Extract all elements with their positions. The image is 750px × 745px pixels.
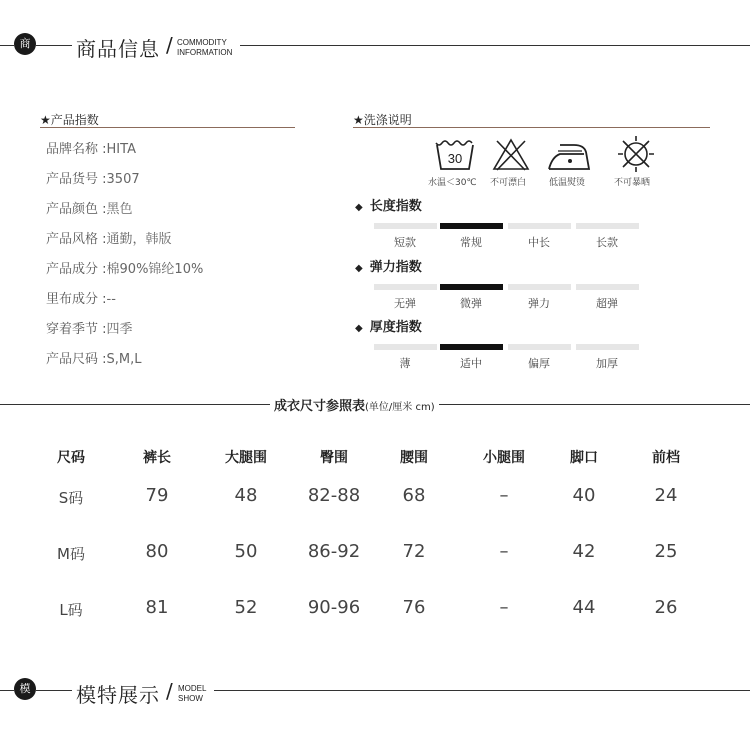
- top-header-slash: /: [166, 33, 173, 57]
- size-table-cell: 79: [145, 485, 169, 506]
- size-table-cell: 76: [402, 597, 426, 618]
- index-bar: [576, 344, 639, 350]
- product-info-value: 四季: [106, 322, 133, 337]
- index-bar: [440, 223, 503, 229]
- top-header-line-right: [240, 45, 750, 46]
- size-table-title: 成衣尺寸参照表: [274, 399, 366, 414]
- wash-label-sun: 不可暴晒: [614, 178, 651, 188]
- no-bleach-icon: [491, 137, 531, 173]
- index-bar: [440, 344, 503, 350]
- wash-30-icon: [434, 137, 476, 173]
- index-bar: [374, 344, 437, 350]
- size-table-cell: 42: [572, 541, 596, 562]
- index-option-label: 弹力: [528, 297, 550, 310]
- product-info-row: [46, 138, 136, 157]
- index-bar: [508, 284, 571, 290]
- product-info-label: 产品尺码: [46, 352, 99, 367]
- product-info-row: [46, 228, 172, 247]
- size-table-header: 腰围: [400, 450, 428, 466]
- index-option-label: 常规: [460, 236, 482, 249]
- bottom-header-badge: 模: [14, 678, 36, 700]
- product-info-colon: :: [98, 142, 107, 157]
- bottom-header-line-right: [214, 690, 750, 691]
- bottom-header-line-mid: [36, 690, 72, 691]
- index-option-label: 短款: [394, 236, 416, 249]
- size-table-cell: 68: [402, 485, 426, 506]
- size-table-cell: L码: [59, 601, 83, 619]
- index-title-text: 长度指数: [369, 199, 422, 214]
- wash-heading: ★洗涤说明: [353, 113, 412, 127]
- low-iron-icon: [546, 140, 592, 172]
- top-header-en-line2: INFORMATION: [177, 48, 233, 57]
- size-table-cell: S码: [58, 489, 84, 507]
- index-title-text: 弹力指数: [369, 260, 422, 275]
- size-table-cell: 82-88: [307, 485, 361, 506]
- product-info-colon: :: [98, 322, 107, 337]
- size-table-cell: 48: [234, 485, 258, 506]
- bottom-header-title: 模特展示: [76, 683, 160, 707]
- bottom-header-line-left: [0, 690, 14, 691]
- product-info-row: [46, 318, 133, 337]
- product-info-value: S,M,L: [106, 352, 142, 367]
- size-table-cell: 52: [234, 597, 258, 618]
- top-header-badge: 商: [14, 33, 36, 55]
- size-table-cell: –: [499, 485, 509, 506]
- size-table-header: 小腿围: [483, 450, 525, 466]
- size-table-cell: 24: [654, 485, 678, 506]
- product-info-label: 产品成分: [46, 262, 99, 277]
- bottom-header-slash: /: [166, 679, 173, 703]
- size-table-header: 裤长: [143, 450, 171, 466]
- size-table-cell: 81: [145, 597, 169, 618]
- top-header-line-left: [0, 45, 14, 46]
- no-sun-icon: [614, 134, 658, 174]
- index-option-label: 适中: [460, 357, 482, 370]
- diamond-bullet-icon: ◆: [355, 323, 363, 334]
- size-table-cell: 25: [654, 541, 678, 562]
- product-index-rule: [40, 127, 295, 128]
- size-table-unit: (单位/厘米 cm): [365, 402, 435, 413]
- index-option-label: 中长: [528, 236, 550, 249]
- bottom-header-en-line2: SHOW: [178, 694, 203, 703]
- index-bar: [440, 284, 503, 290]
- index-option-label: 超弹: [596, 297, 618, 310]
- product-info-row: [46, 258, 203, 277]
- product-index-heading: ★产品指数: [40, 113, 99, 127]
- size-table-cell: –: [499, 597, 509, 618]
- product-info-colon: :: [98, 232, 107, 247]
- index-option-label: 长款: [596, 236, 618, 249]
- wash-label-bleach: 不可漂白: [490, 178, 527, 188]
- size-table-cell: 44: [572, 597, 596, 618]
- size-table-cell: 80: [145, 541, 169, 562]
- product-info-row: [46, 168, 140, 187]
- size-table-header: 尺码: [57, 450, 85, 466]
- product-info-label: 产品货号: [46, 172, 99, 187]
- size-table-header: 前档: [652, 450, 680, 466]
- size-table-cell: 50: [234, 541, 258, 562]
- product-info-colon: :: [98, 352, 107, 367]
- index-option-label: 加厚: [596, 357, 618, 370]
- product-info-label: 产品风格: [46, 232, 99, 247]
- product-info-value: 棉90%锦纶10%: [106, 262, 204, 277]
- top-header-line-mid: [36, 45, 72, 46]
- top-header-en-line1: COMMODITY: [177, 38, 227, 47]
- size-table-cell: 86-92: [307, 541, 361, 562]
- size-table-cell: M码: [57, 545, 85, 563]
- index-bar: [374, 223, 437, 229]
- index-bar: [576, 223, 639, 229]
- index-title-text: 厚度指数: [369, 320, 422, 335]
- product-info-row: [46, 288, 116, 307]
- wash-temp-number: 30: [447, 151, 463, 166]
- wash-label-temp: 水温＜30℃: [428, 178, 477, 188]
- product-info-value: 通勤，韩版: [106, 232, 172, 247]
- product-info-label: 产品颜色: [46, 202, 99, 217]
- index-option-label: 偏厚: [528, 357, 550, 370]
- index-bar: [576, 284, 639, 290]
- index-title: [355, 316, 422, 335]
- top-header-title: 商品信息: [76, 37, 160, 61]
- product-info-row: [46, 348, 142, 367]
- wash-label-iron: 低温熨烫: [549, 178, 586, 188]
- size-table-header: 大腿围: [225, 450, 267, 466]
- index-title: [355, 195, 422, 214]
- size-table-cell: 72: [402, 541, 426, 562]
- index-bar: [508, 223, 571, 229]
- product-info-label: 里布成分: [46, 292, 99, 307]
- size-table-header: 脚口: [570, 450, 598, 466]
- product-info-colon: :: [98, 202, 107, 217]
- wash-rule: [353, 127, 710, 128]
- size-table-header: 臀围: [320, 450, 348, 466]
- size-table-cell: 90-96: [307, 597, 361, 618]
- product-info-row: [46, 198, 133, 217]
- index-bar: [374, 284, 437, 290]
- product-info-label: 穿着季节: [46, 322, 99, 337]
- size-table-cell: 40: [572, 485, 596, 506]
- index-option-label: 无弹: [394, 297, 416, 310]
- product-info-value: 3507: [106, 172, 140, 187]
- product-info-label: 品牌名称: [46, 142, 99, 157]
- product-info-value: 黑色: [106, 202, 133, 217]
- index-option-label: 微弹: [460, 297, 482, 310]
- size-table-cell: –: [499, 541, 509, 562]
- index-bar: [508, 344, 571, 350]
- product-info-value: --: [106, 292, 116, 307]
- product-info-colon: :: [98, 172, 107, 187]
- diamond-bullet-icon: ◆: [355, 202, 363, 213]
- product-info-colon: :: [98, 262, 107, 277]
- index-option-label: 薄: [399, 357, 411, 370]
- bottom-header-en-line1: MODEL: [178, 684, 207, 693]
- product-info-value: HITA: [106, 142, 136, 157]
- product-info-colon: :: [98, 292, 107, 307]
- size-table-cell: 26: [654, 597, 678, 618]
- size-table-title-wrap: [270, 395, 439, 414]
- diamond-bullet-icon: ◆: [355, 263, 363, 274]
- index-title: [355, 256, 422, 275]
